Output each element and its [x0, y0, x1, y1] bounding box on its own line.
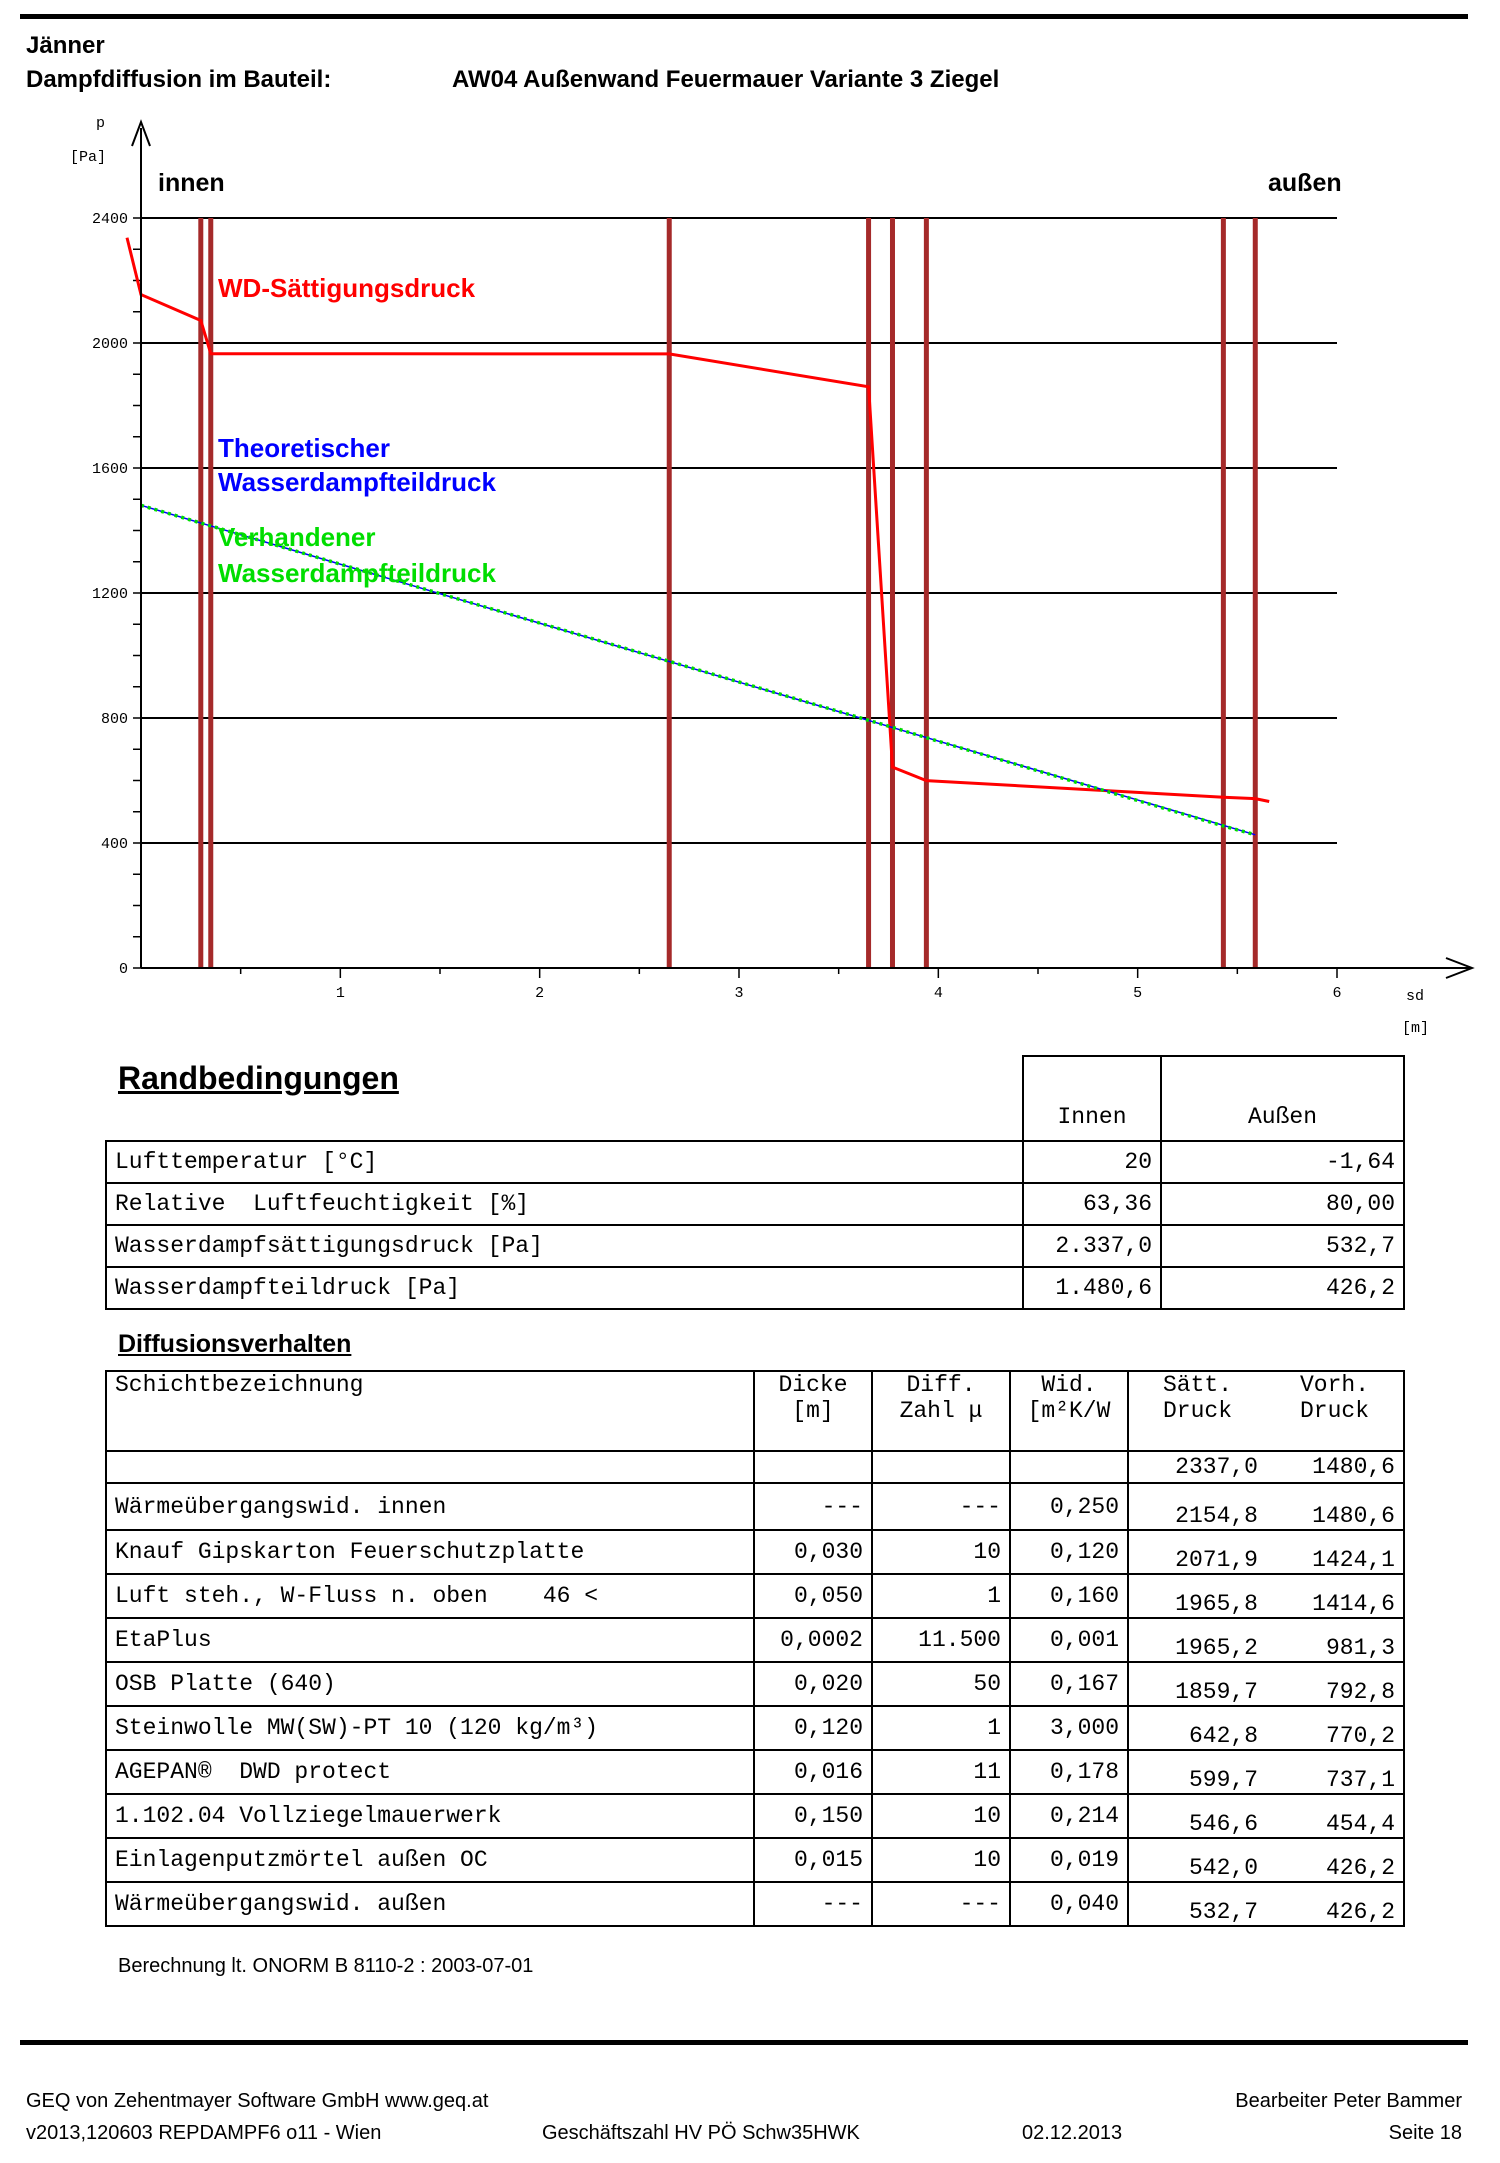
table-row: [106, 1483, 1404, 1530]
layer-satt: 1859,7: [1128, 1662, 1266, 1706]
x-tick-label: 6: [1332, 985, 1342, 1002]
layer-wid: 0,040: [1010, 1882, 1128, 1926]
y-axis-label: p: [96, 115, 106, 132]
head-diff: [872, 1371, 1010, 1451]
x-axis-label: sd: [1406, 988, 1425, 1005]
y-tick-label: 400: [100, 836, 128, 853]
subtitle-label: Dampfdiffusion im Bauteil:: [26, 66, 332, 93]
initial-dicke: [754, 1451, 872, 1483]
month-title: Jänner: [26, 32, 105, 59]
initial-name: [106, 1451, 754, 1483]
layer-wid: 0,019: [1010, 1838, 1128, 1882]
norm-note: Berechnung lt. ONORM B 8110-2 : 2003-07-01: [118, 1955, 534, 1977]
diffusion-table: [105, 1370, 1405, 1927]
footer-date: 02.12.2013: [1022, 2122, 1123, 2144]
head-name: Schichtbezeichnung: [106, 1371, 754, 1451]
randbedingungen-title: Randbedingungen: [118, 1060, 399, 1096]
layer-vorh: 1424,1: [1266, 1530, 1404, 1574]
inside-label: innen: [158, 169, 225, 197]
layer-vorh: 1480,6: [1266, 1483, 1404, 1530]
table-row: [106, 1706, 1404, 1750]
table-row: [106, 1838, 1404, 1882]
layer-mu: 10: [872, 1794, 1010, 1838]
layer-dicke: 0,120: [754, 1706, 872, 1750]
header-spacer: [106, 1056, 1023, 1141]
layer-dicke: 0,020: [754, 1662, 872, 1706]
table-row: [106, 1141, 1404, 1183]
x-tick-label: 3: [734, 985, 744, 1002]
row-label: Lufttemperatur [°C]: [106, 1141, 1023, 1183]
layer-name: OSB Platte (640): [106, 1662, 754, 1706]
footer-page: Seite 18: [1388, 2122, 1462, 2144]
col-innen: Innen: [1023, 1056, 1161, 1141]
layer-name: Knauf Gipskarton Feuerschutzplatte: [106, 1530, 754, 1574]
layer-satt: 542,0: [1128, 1838, 1266, 1882]
y-tick-label: 2400: [91, 211, 128, 228]
layer-satt: 532,7: [1128, 1882, 1266, 1926]
layer-name: AGEPAN® DWD protect: [106, 1750, 754, 1794]
layer-satt: 2071,9: [1128, 1530, 1266, 1574]
y-tick-label: 0: [118, 961, 128, 978]
layer-mu: ---: [872, 1483, 1010, 1530]
head-wid-label: Wid.: [1041, 1372, 1097, 1398]
head-wid: [1010, 1371, 1128, 1451]
layer-vorh: 426,2: [1266, 1838, 1404, 1882]
annotation-theoretical-1: Theoretischer: [218, 433, 390, 463]
row-innen: 20: [1023, 1141, 1161, 1183]
row-label: Wasserdampfsättigungsdruck [Pa]: [106, 1225, 1023, 1267]
head-satt-druck: Druck: [1162, 1398, 1232, 1424]
table-row: [106, 1618, 1404, 1662]
layer-name: Wärmeübergangswid. innen: [106, 1483, 754, 1530]
table-row: [106, 1056, 1404, 1141]
x-tick-label: 1: [335, 985, 345, 1002]
layer-satt: 2154,8: [1128, 1483, 1266, 1530]
layer-satt: 1965,2: [1128, 1618, 1266, 1662]
footer-version: v2013,120603 REPDAMPF6 o11 - Wien: [26, 2122, 382, 2144]
layer-name: Einlagenputzmörtel außen OC: [106, 1838, 754, 1882]
head-diff-sub: Zahl μ: [899, 1398, 983, 1424]
y-tick-label: 1600: [91, 461, 128, 478]
layer-mu: 10: [872, 1530, 1010, 1574]
layer-satt: 642,8: [1128, 1706, 1266, 1750]
bottom-rule: [20, 2040, 1468, 2045]
head-dicke: [754, 1371, 872, 1451]
y-axis-unit: [Pa]: [70, 149, 107, 166]
initial-satt: 2337,0: [1128, 1451, 1266, 1483]
row-label: Wasserdampfteildruck [Pa]: [106, 1267, 1023, 1309]
layer-wid: 0,250: [1010, 1483, 1128, 1530]
layer-dicke: ---: [754, 1483, 872, 1530]
table-row: [106, 1662, 1404, 1706]
table-row: [106, 1451, 1404, 1483]
table-row: [106, 1794, 1404, 1838]
layer-wid: 3,000: [1010, 1706, 1128, 1750]
head-satt: [1128, 1371, 1266, 1451]
row-innen: 2.337,0: [1023, 1225, 1161, 1267]
head-satt-label: Sätt.: [1162, 1372, 1232, 1398]
head-dicke-label: Dicke: [778, 1372, 848, 1398]
initial-wid: [1010, 1451, 1128, 1483]
layer-vorh: 737,1: [1266, 1750, 1404, 1794]
head-vorh-label: Vorh.: [1299, 1372, 1369, 1398]
layer-dicke: ---: [754, 1882, 872, 1926]
col-aussen: Außen: [1161, 1056, 1404, 1141]
row-aussen: 426,2: [1161, 1267, 1404, 1309]
vapor-diffusion-chart: [0, 0, 1500, 1060]
x-tick-label: 2: [535, 985, 545, 1002]
footer-company: GEQ von Zehentmayer Software GmbH www.geq.at: [26, 2090, 489, 2112]
layer-mu: ---: [872, 1882, 1010, 1926]
layer-dicke: 0,015: [754, 1838, 872, 1882]
annotation-existing-1: Verhandener: [218, 522, 376, 552]
head-dicke-unit: [m]: [792, 1398, 834, 1424]
layer-vorh: 426,2: [1266, 1882, 1404, 1926]
row-innen: 63,36: [1023, 1183, 1161, 1225]
head-vorh: [1266, 1371, 1404, 1451]
head-diff-label: Diff.: [906, 1372, 976, 1398]
table-row: [106, 1183, 1404, 1225]
table-row: [106, 1530, 1404, 1574]
footer-geschaeftszahl: Geschäftszahl HV PÖ Schw35HWK: [542, 2122, 860, 2144]
layer-name: Wärmeübergangswid. außen: [106, 1882, 754, 1926]
y-tick-label: 2000: [91, 336, 128, 353]
layer-mu: 11: [872, 1750, 1010, 1794]
layer-vorh: 454,4: [1266, 1794, 1404, 1838]
table-row: [106, 1225, 1404, 1267]
head-vorh-druck: Druck: [1299, 1398, 1369, 1424]
layer-vorh: 792,8: [1266, 1662, 1404, 1706]
layer-dicke: 0,050: [754, 1574, 872, 1618]
layer-wid: 0,178: [1010, 1750, 1128, 1794]
row-aussen: -1,64: [1161, 1141, 1404, 1183]
layer-wid: 0,001: [1010, 1618, 1128, 1662]
layer-wid: 0,160: [1010, 1574, 1128, 1618]
footer-bearbeiter: Bearbeiter Peter Bammer: [1235, 2090, 1462, 2112]
layer-vorh: 1414,6: [1266, 1574, 1404, 1618]
initial-mu: [872, 1451, 1010, 1483]
layer-wid: 0,167: [1010, 1662, 1128, 1706]
table-row: [106, 1574, 1404, 1618]
layer-wid: 0,214: [1010, 1794, 1128, 1838]
table-row: [106, 1750, 1404, 1794]
layer-dicke: 0,016: [754, 1750, 872, 1794]
layer-mu: 1: [872, 1706, 1010, 1750]
table-row: [106, 1371, 1404, 1451]
initial-vorh: 1480,6: [1266, 1451, 1404, 1483]
layer-mu: 1: [872, 1574, 1010, 1618]
x-axis-unit: [m]: [1402, 1020, 1430, 1037]
layer-wid: 0,120: [1010, 1530, 1128, 1574]
diffusion-rows: [106, 1483, 1404, 1926]
layer-satt: 546,6: [1128, 1794, 1266, 1838]
layer-vorh: 981,3: [1266, 1618, 1404, 1662]
head-wid-unit: [m²K/W: [1027, 1398, 1111, 1424]
x-tick-label: 4: [933, 985, 943, 1002]
component-name: AW04 Außenwand Feuermauer Variante 3 Ziegel: [452, 66, 1000, 93]
layer-dicke: 0,150: [754, 1794, 872, 1838]
layer-name: 1.102.04 Vollziegelmauerwerk: [106, 1794, 754, 1838]
y-tick-label: 1200: [91, 586, 128, 603]
layer-mu: 50: [872, 1662, 1010, 1706]
layer-dicke: 0,030: [754, 1530, 872, 1574]
layer-name: Steinwolle MW(SW)-PT 10 (120 kg/m³): [106, 1706, 754, 1750]
annotation-theoretical-2: Wasserdampfteildruck: [218, 467, 496, 497]
randbedingungen-table: [105, 1055, 1405, 1310]
layer-name: Luft steh., W-Fluss n. oben 46 <: [106, 1574, 754, 1618]
layer-name: EtaPlus: [106, 1618, 754, 1662]
annotation-existing-2: Wasserdampfteildruck: [218, 558, 496, 588]
layer-mu: 10: [872, 1838, 1010, 1882]
row-innen: 1.480,6: [1023, 1267, 1161, 1309]
x-tick-label: 5: [1133, 985, 1143, 1002]
row-aussen: 532,7: [1161, 1225, 1404, 1267]
outside-label: außen: [1268, 169, 1342, 197]
table-row: [106, 1267, 1404, 1309]
layer-vorh: 770,2: [1266, 1706, 1404, 1750]
diffusion-title: Diffusionsverhalten: [118, 1330, 352, 1358]
y-tick-label: 800: [100, 711, 128, 728]
layer-satt: 1965,8: [1128, 1574, 1266, 1618]
annotation-saturation: WD-Sättigungsdruck: [218, 273, 476, 303]
series-line: [127, 238, 1269, 802]
layer-satt: 599,7: [1128, 1750, 1266, 1794]
row-label: Relative Luftfeuchtigkeit [%]: [106, 1183, 1023, 1225]
layer-dicke: 0,0002: [754, 1618, 872, 1662]
row-aussen: 80,00: [1161, 1183, 1404, 1225]
table-row: [106, 1882, 1404, 1926]
layer-mu: 11.500: [872, 1618, 1010, 1662]
